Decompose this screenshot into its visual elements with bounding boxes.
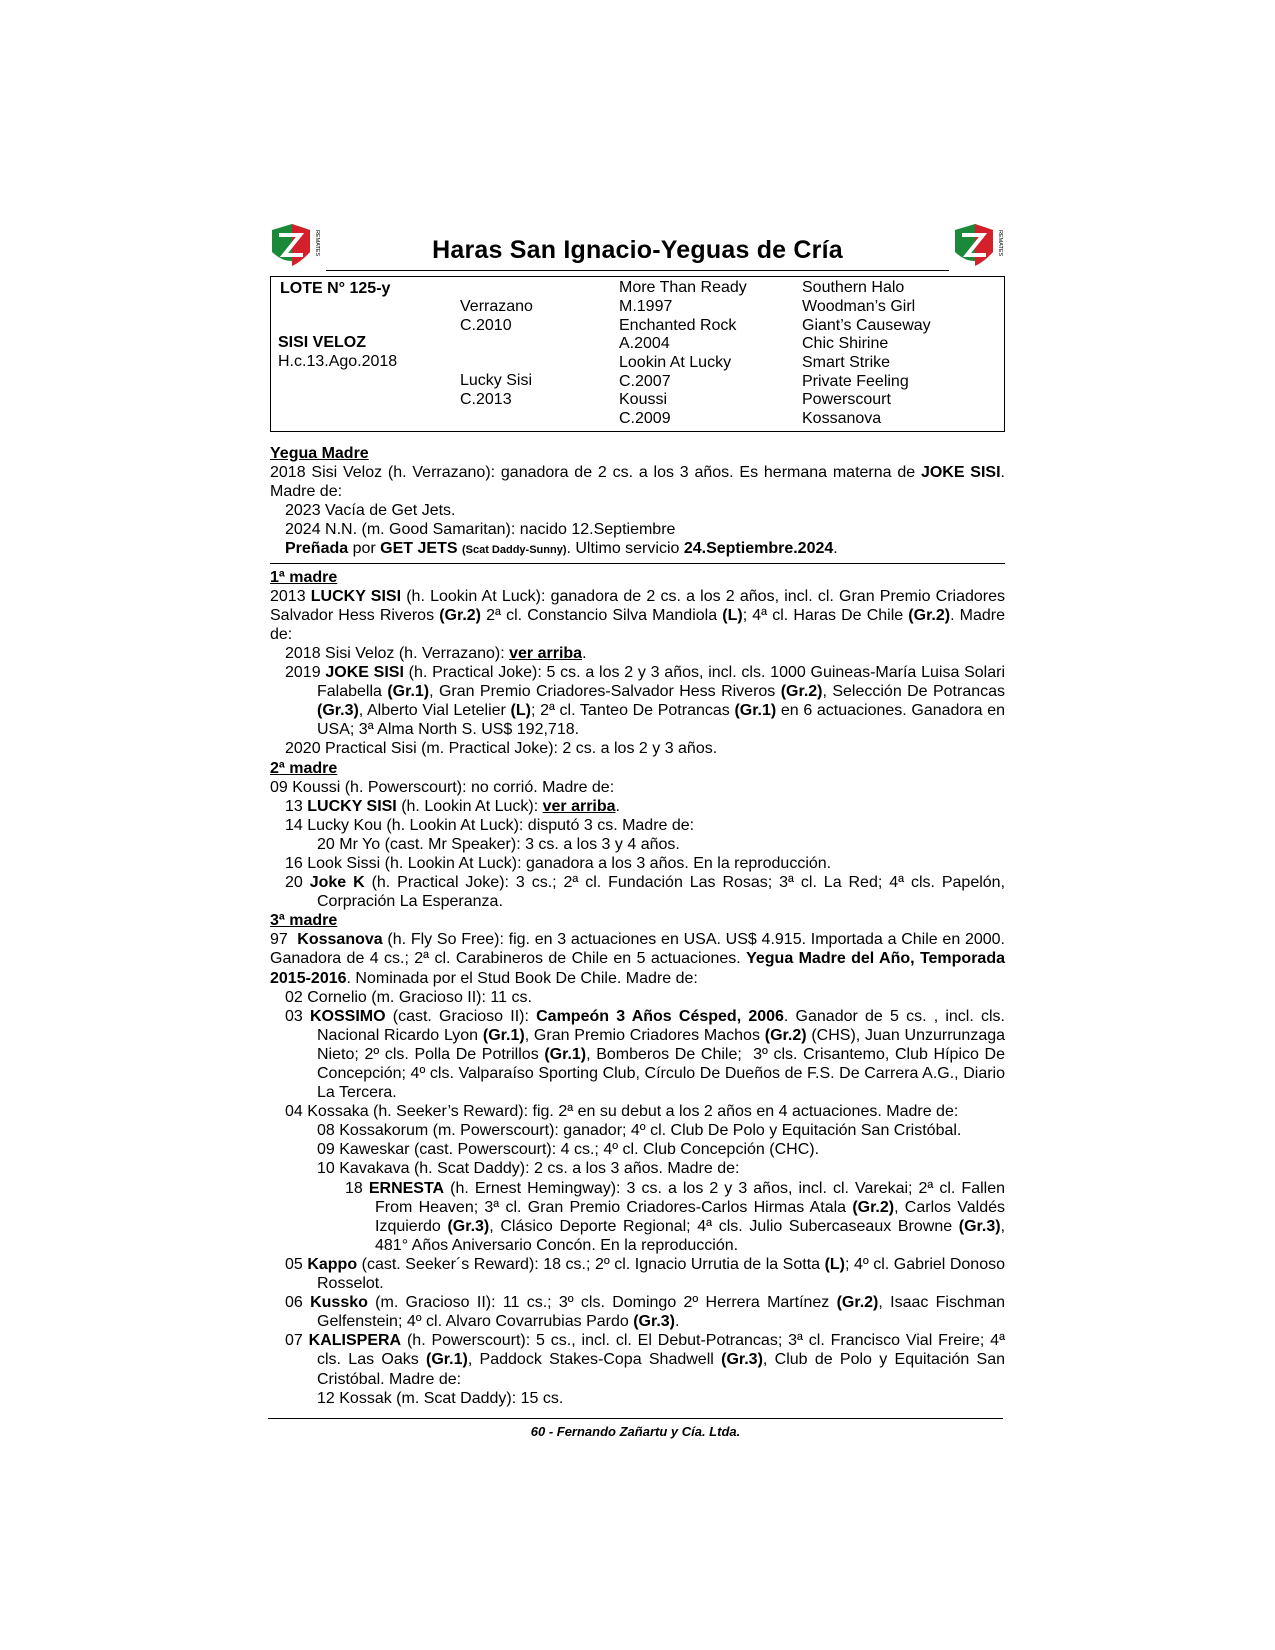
pedigree-gen3: M.1997: [619, 298, 673, 315]
list-item: 20 Joke K (h. Practical Joke): 3 cs.; 2ª cl. Fundación Las Rosas; 3ª cl. La Red; 4ª cls. Papelón, Corpración La Esperanza.: [285, 874, 1006, 911]
pedigree-gen3: Enchanted Rock: [619, 317, 737, 334]
svg-text:REMATES: REMATES: [997, 230, 1003, 257]
page-title: Haras San Ignacio-Yeguas de Cría: [432, 236, 843, 264]
lot-number: LOTE N° 125-y: [280, 280, 391, 297]
paragraph: 97 Kossanova (h. Fly So Free): fig. en 3 actuaciones en USA. US$ 4.915. Importada a Chile en 2000. Ganadora de 4 cs.; 2ª cl. Carabineros de Chile en 5 actuaciones. Yegua Madre del Año, Temporada 2015-2016. Nominada por el Stud Book De Chile. Madre de:: [270, 931, 1006, 987]
section-heading: 1ª madre: [270, 568, 338, 586]
pedigree-gen4: Giant’s Causeway: [802, 317, 931, 334]
title-divider: [326, 270, 949, 271]
pedigree-gen3: More Than Ready: [619, 279, 747, 296]
pedigree-gen4: Southern Halo: [802, 279, 905, 296]
horse-info: H.c.13.Ago.2018: [278, 353, 398, 370]
pedigree-gen4: Kossanova: [802, 410, 882, 427]
list-item: 05 Kappo (cast. Seeker´s Reward): 18 cs.; 2º cl. Ignacio Urrutia de la Sotta (L); 4º cl. Gabriel Donoso Rosselot.: [285, 1255, 1005, 1293]
pedigree-gen4: Woodman’s Girl: [802, 298, 916, 315]
pedigree-notes: [270, 444, 1005, 1408]
list-item: 07 KALISPERA (h. Powerscourt): 5 cs., incl. cl. El Debut-Potrancas; 3ª cl. Francisco Vial Freire; 4ª cls. Las Oaks (Gr.1), Paddock Stakes-Copa Shadwell (Gr.3), Club de Polo y Equitación San Cristóbal. Madre de:: [285, 1332, 1005, 1388]
list-item: 08 Kossakorum (m. Powerscourt): ganador; 4º cl. Club De Polo y Equitación San Cristóbal.: [317, 1122, 962, 1140]
pedigree-gen4: Powerscourt: [802, 391, 891, 408]
sire-name: Verrazano: [460, 298, 533, 315]
pedigree-table: [270, 276, 1005, 432]
pedigree-gen4: Chic Shirine: [802, 335, 889, 352]
paragraph: 2018 Sisi Veloz (h. Verrazano): ganadora de 2 cs. a los 3 años. Es hermana materna de JOKE SISI. Madre de:: [270, 464, 1005, 501]
list-item: 2019 JOKE SISI (h. Practical Joke): 5 cs. a los 2 y 3 años, incl. cls. 1000 Guineas-María Luisa Solari Falabella (Gr.1), Gran Premio Criadores-Salvador Hess Riveros (Gr.2), Selección De Potrancas (Gr.3), Alberto Vial Letelier (L); 2ª cl. Tanteo De Potrancas (Gr.1) en 6 actuaciones. Ganadora en USA; 3ª Alma North S. US$ 192,718.: [285, 664, 1006, 739]
pedigree-gen3: C.2007: [619, 373, 671, 390]
footer-divider: [268, 1418, 1003, 1419]
pedigree-gen4: Private Feeling: [802, 373, 909, 390]
list-item: 14 Lucky Kou (h. Lookin At Luck): disputó 3 cs. Madre de:: [285, 816, 695, 834]
list-item: 13 LUCKY SISI (h. Lookin At Luck): ver arriba.: [285, 797, 620, 815]
dam-name: Lucky Sisi: [460, 372, 533, 389]
section-heading: 2ª madre: [270, 759, 338, 777]
dam-info: C.2013: [460, 391, 512, 408]
pedigree-gen4: Smart Strike: [802, 354, 891, 371]
pedigree-gen3: Koussi: [619, 391, 668, 408]
list-item: 2023 Vacía de Get Jets.: [285, 502, 456, 520]
list-item: 2020 Practical Sisi (m. Practical Joke): 2 cs. a los 2 y 3 años.: [285, 740, 718, 758]
list-item: Preñada por GET JETS (Scat Daddy-Sunny). Ultimo servicio 24.Septiembre.2024.: [285, 540, 838, 558]
pedigree-gen3: Lookin At Lucky: [619, 354, 732, 371]
page-header: [270, 222, 1005, 276]
sire-info: C.2010: [460, 317, 512, 334]
list-item: 12 Kossak (m. Scat Daddy): 15 cs.: [317, 1389, 564, 1407]
zl-remates-logo: [953, 222, 1005, 270]
svg-text:REMATES: REMATES: [314, 230, 320, 257]
list-item: 06 Kussko (m. Gracioso II): 11 cs.; 3º cls. Domingo 2º Herrera Martínez (Gr.2), Isaac Fischman Gelfenstein; 4º cl. Alvaro Covarrubias Pardo (Gr.3).: [285, 1294, 1005, 1331]
list-item: 10 Kavakava (h. Scat Daddy): 2 cs. a los 3 años. Madre de:: [317, 1160, 740, 1178]
list-item: 16 Look Sissi (h. Lookin At Luck): ganadora a los 3 años. En la reproducción.: [285, 854, 832, 872]
page-footer: 60 - Fernando Zañartu y Cía. Ltda.: [530, 1424, 741, 1439]
section-heading: 3ª madre: [270, 912, 338, 930]
list-item: 09 Kaweskar (cast. Powerscourt): 4 cs.; 4º cl. Club Concepción (CHC).: [317, 1141, 820, 1159]
pedigree-gen3: C.2009: [619, 410, 671, 427]
paragraph: 2013 LUCKY SISI (h. Lookin At Luck): ganadora de 2 cs. a los 2 años, incl. cl. Gran Premio Criadores Salvador Hess Riveros (Gr.2) 2ª cl. Constancio Silva Mandiola (L); 4ª cl. Haras De Chile (Gr.2). Madre de:: [270, 587, 1006, 643]
horse-name: SISI VELOZ: [278, 334, 367, 351]
list-item: 18 ERNESTA (h. Ernest Hemingway): 3 cs. a los 2 y 3 años, incl. cl. Varekai; 2ª cl. Fallen From Heaven; 3ª cl. Gran Premio Criadores-Carlos Hirmas Atala (Gr.2), Carlos Valdés Izquierdo (Gr.3), Clásico Deporte Regional; 4ª cls. Julio Subercaseaux Browne (Gr.3), 481° Años Aniversario Concón. En la reproducción.: [345, 1179, 1006, 1254]
list-item: 04 Kossaka (h. Seeker’s Reward): fig. 2ª en su debut a los 2 años en 4 actuaciones. Madre de:: [285, 1103, 959, 1121]
catalog-page: [270, 222, 1005, 1408]
list-item: 2018 Sisi Veloz (h. Verrazano): ver arriba.: [285, 644, 587, 662]
zl-remates-logo: [270, 222, 322, 270]
pedigree-gen3: A.2004: [619, 335, 670, 352]
list-item: 03 KOSSIMO (cast. Gracioso II): Campeón 3 Años Césped, 2006. Ganador de 5 cs. , incl. cls. Nacional Ricardo Lyon (Gr.1), Gran Premio Criadores Machos (Gr.2) (CHS), Juan Unzurrunzaga Nieto; 2º cls. Polla De Potrillos (Gr.1), Bomberos De Chile; 3º cls. Crisantemo, Club Hípico De Concepción; 4º cls. Valparaíso Sporting Club, Círculo De Dueños de F.S. De Carrera A.G., Diario La Tercera.: [285, 1007, 1006, 1102]
section-heading: Yegua Madre: [270, 445, 369, 462]
section-divider: [270, 563, 1005, 564]
paragraph: 09 Koussi (h. Powerscourt): no corrió. Madre de:: [270, 778, 615, 796]
list-item: 2024 N.N. (m. Good Samaritan): nacido 12.Septiembre: [285, 521, 676, 539]
list-item: 20 Mr Yo (cast. Mr Speaker): 3 cs. a los 3 y 4 años.: [317, 835, 680, 853]
list-item: 02 Cornelio (m. Gracioso II): 11 cs.: [285, 988, 532, 1006]
